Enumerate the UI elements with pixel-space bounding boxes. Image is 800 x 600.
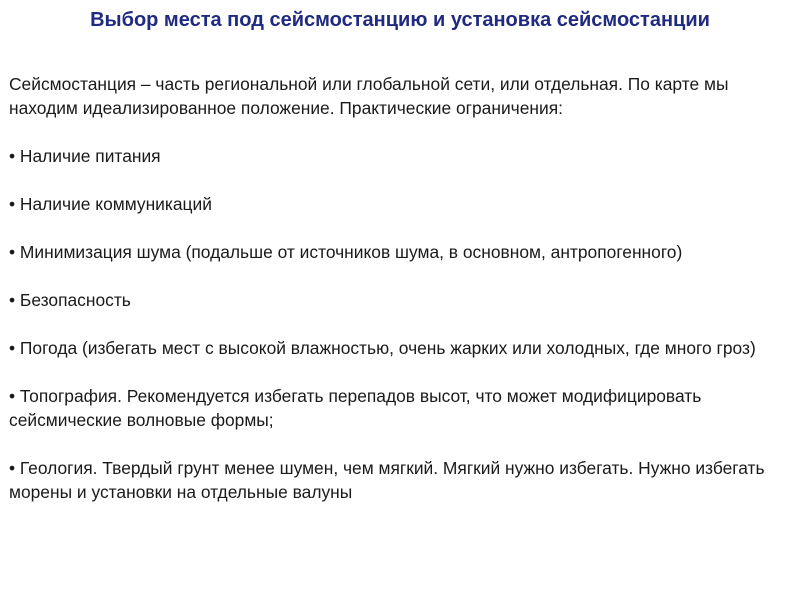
bullet-weather: • Погода (избегать мест с высокой влажностью, очень жарких или холодных, где много гроз) xyxy=(9,336,795,360)
bullet-security: • Безопасность xyxy=(9,288,795,312)
spacer xyxy=(9,312,795,336)
slide-body xyxy=(9,72,795,504)
spacer xyxy=(9,216,795,240)
spacer xyxy=(9,120,795,144)
slide-title: Выбор места под сейсмостанцию и установка сейсмостанции xyxy=(90,9,710,31)
bullet-topography: • Топография. Рекомендуется избегать перепадов высот, что может модифицировать сейсмические волновые формы; xyxy=(9,384,795,432)
intro-paragraph: Сейсмостанция – часть региональной или глобальной сети, или отдельная. По карте мы находим идеализированное положение. Практические ограничения: xyxy=(9,74,729,118)
bullet-communications: • Наличие коммуникаций xyxy=(9,192,795,216)
bullet-power: • Наличие питания xyxy=(9,144,795,168)
spacer xyxy=(9,264,795,288)
bullet-geology: • Геология. Твердый грунт менее шумен, чем мягкий. Мягкий нужно избегать. Нужно избегать морены и установки на отдельные валуны xyxy=(9,456,795,504)
spacer xyxy=(9,168,795,192)
spacer xyxy=(9,360,795,384)
spacer xyxy=(9,432,795,456)
bullet-noise: • Минимизация шума (подальше от источников шума, в основном, антропогенного) xyxy=(9,240,795,264)
